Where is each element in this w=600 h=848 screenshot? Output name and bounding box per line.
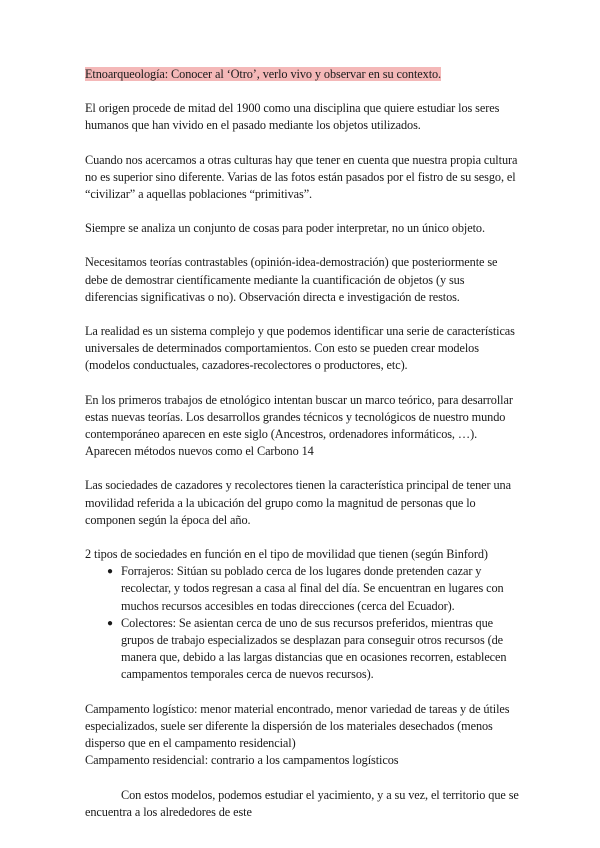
spacer (85, 237, 520, 254)
paragraph-reality: La realidad es un sistema complejo y que podemos identificar una serie de características universales de determinados comportamientos. Con esto se pueden crear modelos (modelos conductuales, cazadores-recolectores o productores, etc). (85, 324, 515, 373)
bullet-list (85, 563, 520, 683)
spacer (85, 529, 520, 546)
paragraph-hunter-gatherers: Las sociedades de cazadores y recolectores tienen la característica principal de tener una movilidad referida a la ubicación del grupo como la magnitud de personas que lo componen según la época del año. (85, 478, 511, 527)
spacer (85, 460, 520, 477)
paragraph-origin: El origen procede de mitad del 1900 como una disciplina que quiere estudiar los seres humanos que han vivido en el pasado mediante los objetos utilizados. (85, 101, 500, 133)
document-title: Etnoarqueología: Conocer al ‘Otro’, verlo vivo y observar en su contexto. (85, 67, 442, 81)
paragraph-cultures: Cuando nos acercamos a otras culturas hay que tener en cuenta que nuestra propia cultura no es superior sino diferente. Varias de las fotos están pasados por el fistro de su sesgo, el “civilizar” a aquellas poblaciones “primitivas”. (85, 152, 518, 202)
paragraph-conclusion: Con estos modelos, podemos estudiar el yacimiento, y a su vez, el territorio que se encuentra a los alrededores de este (85, 787, 519, 819)
spacer (85, 203, 520, 220)
paragraph-logistic-camp: Campamento logístico: menor material encontrado, menor variedad de tareas y de útiles especializados, suele ser diferente la dispersión de los materiales desechados (menos disperso que en el campamento residencial) (85, 701, 510, 751)
list-item (107, 563, 520, 615)
paragraph-residential-camp: Campamento residencial: contrario a los campamentos logísticos (85, 753, 399, 768)
spacer (85, 770, 520, 787)
spacer (85, 684, 520, 701)
paragraph-society-types: 2 tipos de sociedades en función en el tipo de movilidad que tienen (según Binford) (85, 547, 488, 562)
spacer (85, 135, 520, 152)
list-item (107, 615, 520, 684)
spacer (85, 83, 520, 100)
spacer (85, 375, 520, 392)
bullet-icon: ● (107, 617, 113, 629)
spacer (85, 306, 520, 323)
list-item-text: Forrajeros: Sitúan su poblado cerca de los lugares donde pretenden cazar y recolectar, y todos regresan a casa al final del día. Se encuentran en lugares con muchos recursos accesibles en todas direcciones (cerca del Ecuador). (121, 564, 504, 613)
paragraph-first-works: En los primeros trabajos de etnológico intentan buscar un marco teórico, para desarrollar estas nuevas teorías. Los desarrollos grandes técnicos y tecnológicos de nuestro mundo contemporáneo aparecen en este siglo (Ancestros, ordenadores informáticos, …). Aparecen métodos nuevos como el Carbono 14 (85, 392, 513, 459)
paragraph-theories: Necesitamos teorías contrastables (opinión-idea-demostración) que posteriormente se debe de demostrar científicamente mediante la cuantificación de objetos (y sus diferencias significativas o no). Observación directa e investigación de restos. (85, 255, 498, 304)
document-title-line (85, 66, 520, 83)
paragraph-analysis: Siempre se analiza un conjunto de cosas para poder interpretar, no un único objeto. (85, 221, 485, 236)
bullet-icon: ● (107, 566, 113, 578)
list-item-text: Colectores: Se asientan cerca de uno de sus recursos preferidos, mientras que grupos de trabajo especializados se desplazan para conseguir otros recursos (de manera que, debido a las largas distancias que en ocasiones recorren, establecen campamentos temporales cerca de nuevos recursos). (121, 615, 507, 682)
